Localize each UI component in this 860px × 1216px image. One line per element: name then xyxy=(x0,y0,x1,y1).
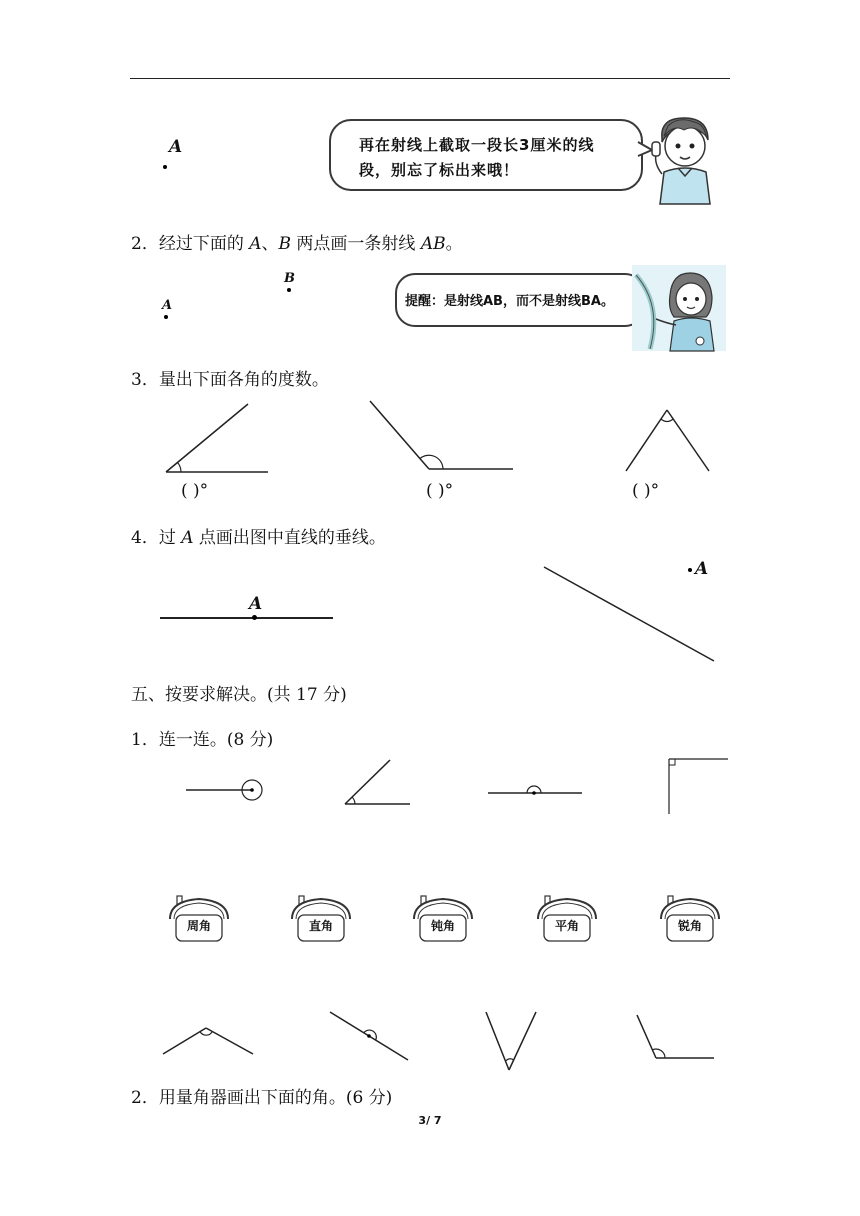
point-a-dot xyxy=(163,165,167,169)
q4-line-horizontal xyxy=(160,617,333,619)
question-4-text2: 点画出图中直线的垂线。 xyxy=(193,528,386,548)
question-2-text2: 两点画一条射线 xyxy=(291,234,421,254)
section-5-question-2-number: 2． xyxy=(131,1088,159,1108)
hint-bubble-2-text: 提醒：是射线AB，而不是射线BA。 xyxy=(405,294,614,309)
question-4-number: 4． xyxy=(131,528,159,548)
match-fig-obtuse-corner xyxy=(634,1012,716,1062)
question-2-end: 。 xyxy=(445,234,463,254)
q3-blank-2[interactable]: ( )° xyxy=(426,481,454,501)
house-label-acute-angle: 锐角 xyxy=(677,919,702,933)
question-2 xyxy=(131,229,463,254)
match-fig-obtuse-peak xyxy=(160,1022,256,1056)
question-4-a: A xyxy=(181,528,194,548)
hint-bubble-1-line2: 段，别忘了标出来哦！ xyxy=(359,161,520,179)
question-2-sep: 、 xyxy=(261,234,279,254)
house-full-angle[interactable] xyxy=(166,893,232,945)
question-3-number: 3． xyxy=(131,370,159,390)
match-fig-full-angle xyxy=(184,776,264,804)
question-4-text1: 过 xyxy=(158,528,182,548)
match-fig-acute-angle xyxy=(342,758,414,808)
q2-point-a-label: A xyxy=(162,298,173,313)
section-5-question-1 xyxy=(131,725,273,750)
question-2-text1: 经过下面的 xyxy=(158,234,250,254)
q4-point-a-dot-off-line xyxy=(688,568,692,572)
section-5-title: 五、按要求解决。(共 17 分) xyxy=(131,685,347,705)
q2-point-a-dot xyxy=(164,315,168,319)
page-number: 3/ 7 xyxy=(418,1114,442,1127)
section-5-question-1-text: 连一连。(8 分) xyxy=(158,730,274,750)
house-label-straight-angle: 平角 xyxy=(554,919,579,933)
q4-point-a-label-1: A xyxy=(249,594,263,614)
q3-blank-1[interactable]: ( )° xyxy=(181,481,209,501)
question-2-number: 2． xyxy=(131,234,159,254)
section-5-question-1-number: 1． xyxy=(131,730,159,750)
match-fig-right-angle xyxy=(665,757,729,815)
question-3-text: 量出下面各角的度数。 xyxy=(158,370,329,390)
header-rule xyxy=(130,78,730,79)
question-3 xyxy=(131,365,329,390)
point-a-label: A xyxy=(169,137,183,157)
section-5-question-2-text: 用量角器画出下面的角。(6 分) xyxy=(158,1088,393,1108)
q4-point-a-label-2: A xyxy=(695,559,709,579)
q3-blank-3[interactable]: ( )° xyxy=(632,481,660,501)
section-5-question-2 xyxy=(131,1083,392,1108)
q2-point-b-label: B xyxy=(284,271,295,286)
house-acute-angle[interactable] xyxy=(657,893,723,945)
question-2-ab: AB xyxy=(420,234,446,254)
hint-bubble-2 xyxy=(395,273,645,327)
house-label-obtuse-angle: 钝角 xyxy=(430,919,455,933)
q4-line-slanted xyxy=(540,562,720,666)
question-4 xyxy=(131,523,386,548)
house-label-full-angle: 周角 xyxy=(186,919,211,933)
match-fig-acute-v xyxy=(483,1008,539,1074)
q3-angle-obtuse xyxy=(365,398,515,474)
boy-illustration xyxy=(648,112,724,208)
house-straight-angle[interactable] xyxy=(534,893,600,945)
q2-point-b-dot xyxy=(287,288,291,292)
house-obtuse-angle[interactable] xyxy=(410,893,476,945)
match-fig-straight-angle xyxy=(486,780,584,800)
hint-bubble-1-line1: 再在射线上截取一段长3厘米的线 xyxy=(359,136,595,154)
girl-illustration xyxy=(632,265,726,351)
q3-angle-apex xyxy=(622,405,714,475)
q3-angle-acute xyxy=(160,400,275,480)
q4-point-a-dot-on-line xyxy=(252,615,257,620)
match-fig-straight-slanted xyxy=(327,1008,411,1064)
house-label-right-angle: 直角 xyxy=(308,919,333,933)
house-right-angle[interactable] xyxy=(288,893,354,945)
question-2-a: A xyxy=(249,234,262,254)
hint-bubble-1 xyxy=(329,119,643,191)
question-2-b: B xyxy=(278,234,292,254)
